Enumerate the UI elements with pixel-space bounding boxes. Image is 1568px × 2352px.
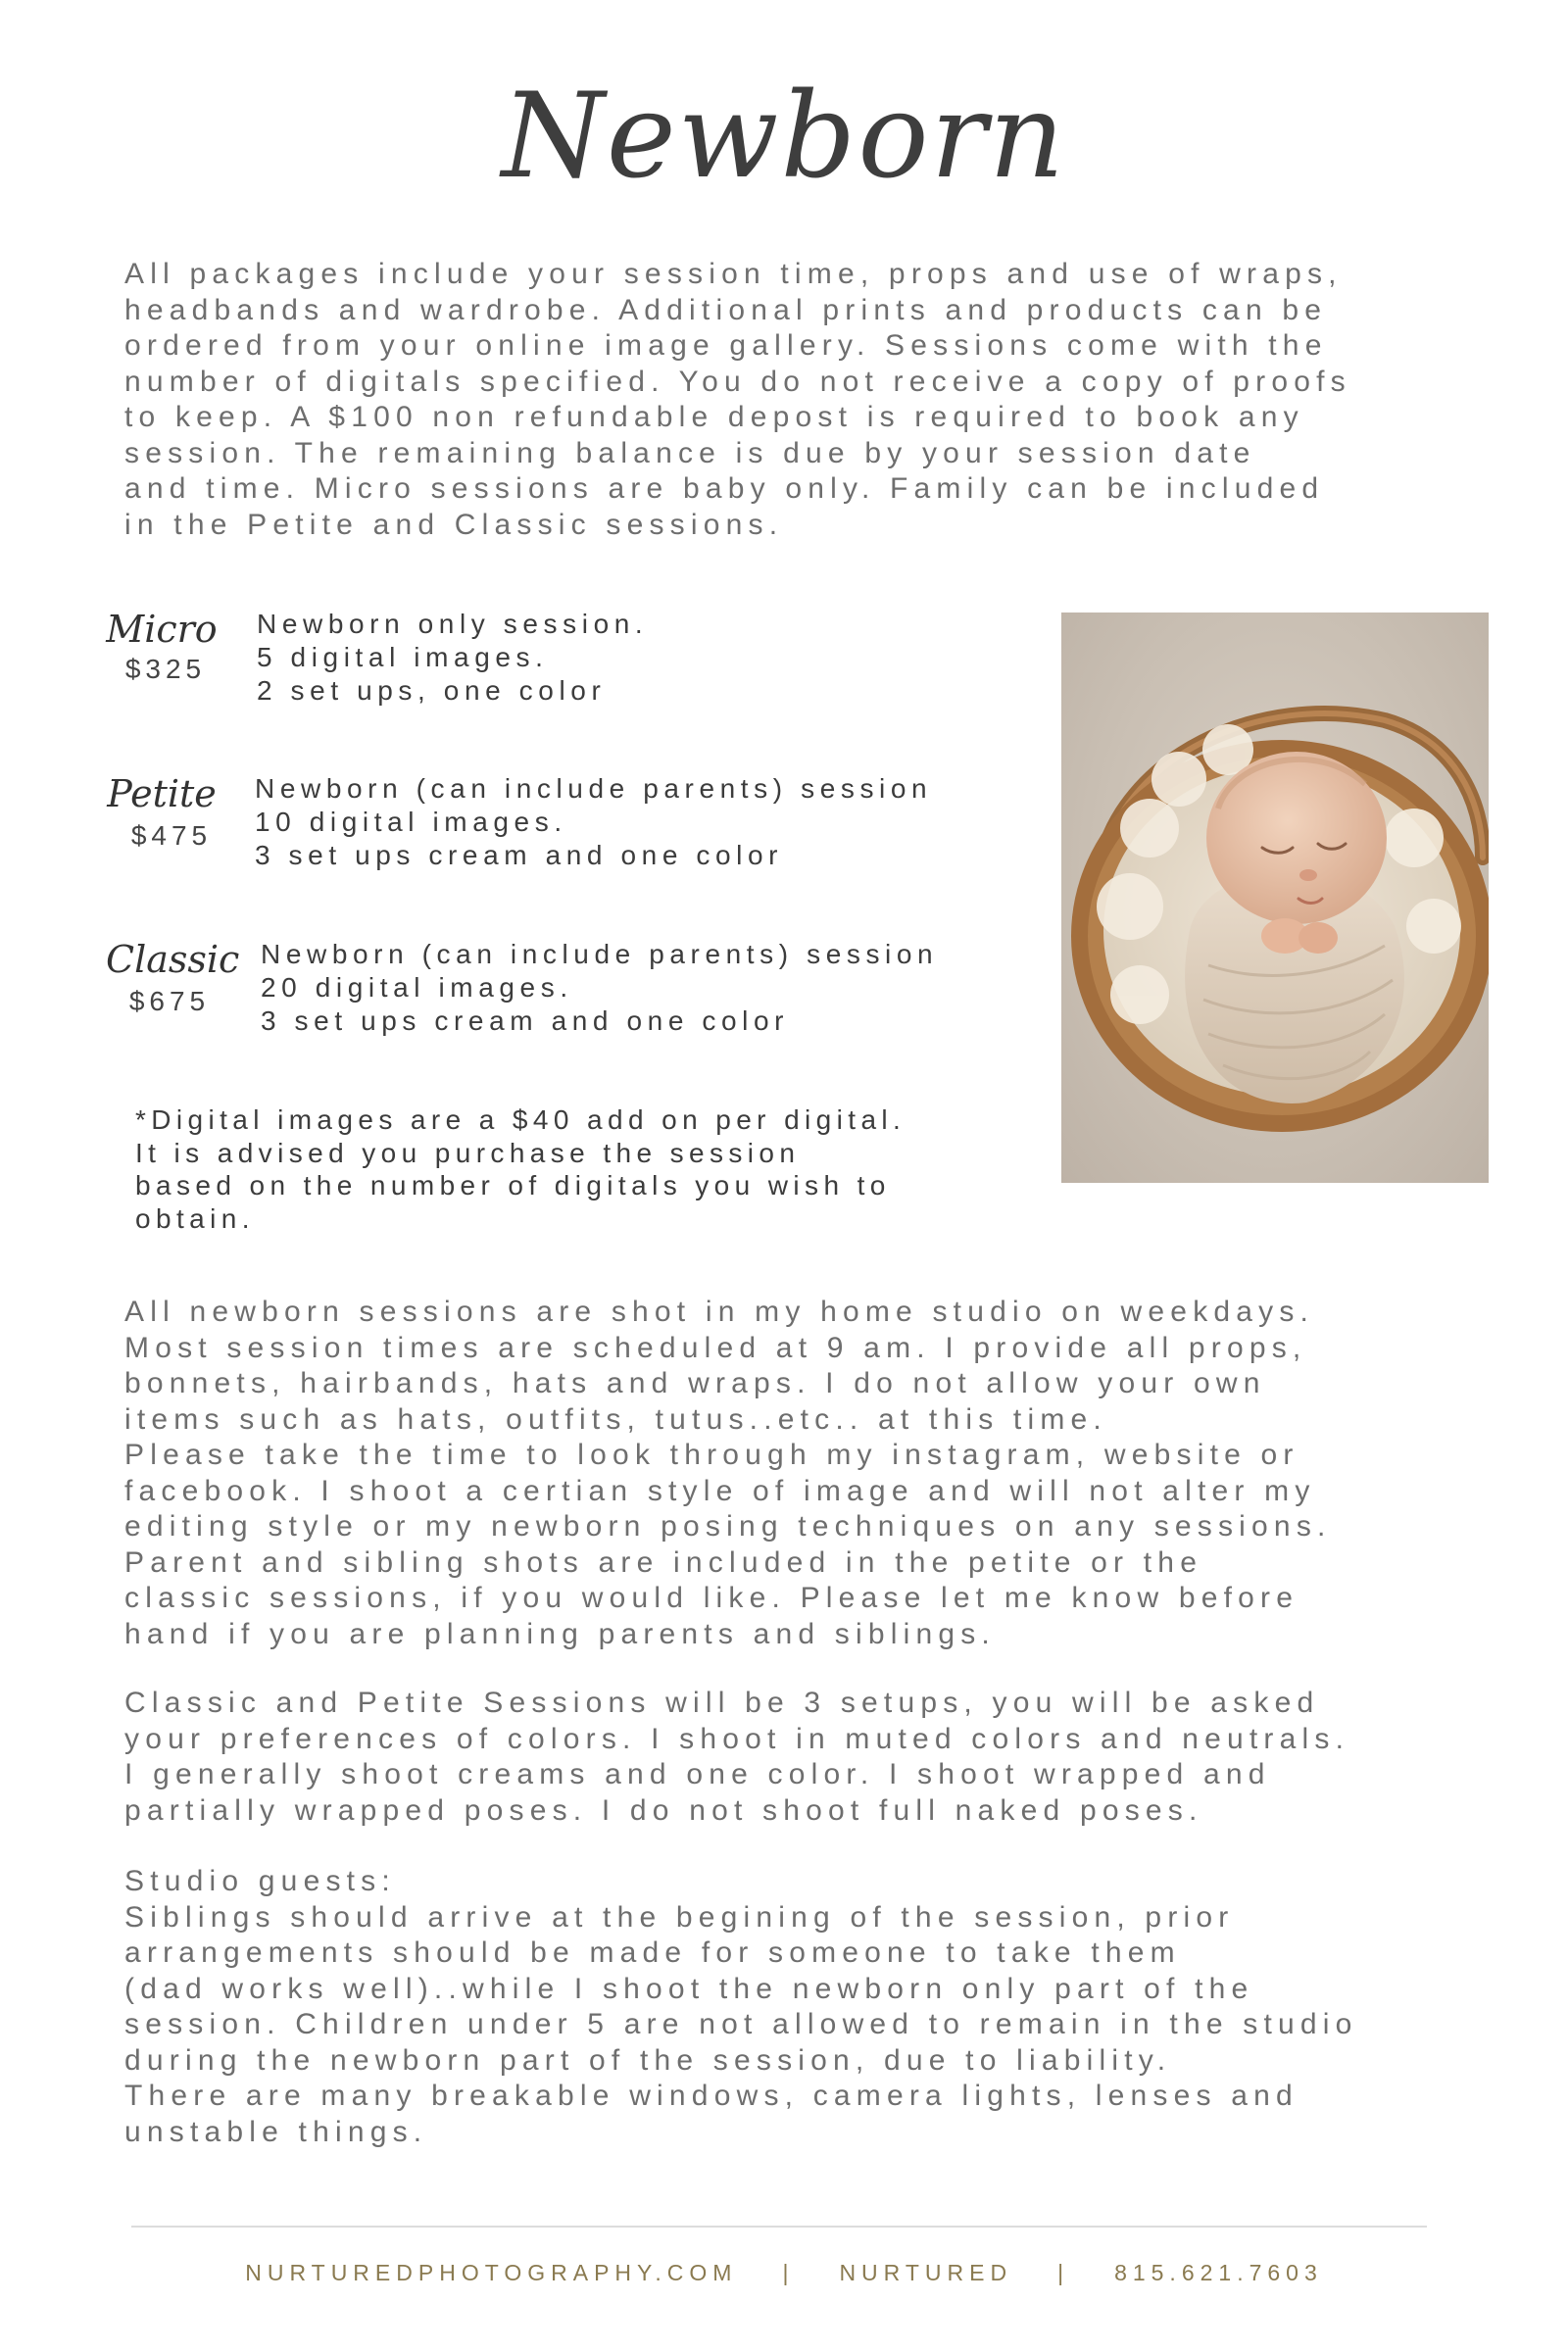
package-detail-line: 5 digital images. [257,642,549,672]
package-name: Micro [106,608,218,651]
footer-brand: NURTURED [839,2260,1013,2285]
package-name: Classic [106,938,240,981]
package-details [255,772,932,872]
package-name: Petite [107,772,217,815]
package-detail-line: 3 set ups cream and one color [255,840,784,870]
package-price: $475 [130,820,213,851]
intro-paragraph: All packages include your session time, props and use of wraps, headbands and wardrobe. Additional prints and products can be ordered from your online image gallery. Sessions come with the number of digitals specified. You do not receive a copy of proofs to keep. A $100 non refundable depost is required to book any session. The remaining balance is due by your session date and time. Micro sessions are baby only. Family can be included in the Petite and Classic sessions. [124,258,1351,541]
setups-paragraph: Classic and Petite Sessions will be 3 setups, you will be asked your preferences of colors. I shoot in muted colors and neutrals. I generally shoot creams and one color. I shoot wrapped and partially wrapped poses. I do not shoot full naked poses. [124,1687,1350,1827]
package-detail-line: Newborn (can include parents) session [261,939,939,969]
footer-separator: | [782,2260,795,2285]
footer-phone[interactable]: 815.621.7603 [1114,2260,1323,2285]
footer-website[interactable]: NURTUREDPHOTOGRAPHY.COM [245,2260,738,2285]
package-detail-line: 10 digital images. [255,807,567,837]
studio-guests-paragraph: Studio guests: Siblings should arrive at the begining of the session, prior arrangements should be made for someone to take them (dad works well)..while I shoot the newborn only part of the session. Children under 5 are not allowed to remain in the studio during the newborn part of the session, due to liability. There are many breakable windows, camera lights, lenses and unstable things. [124,1865,1358,2148]
package-detail-line: 20 digital images. [261,972,573,1003]
package-price: $325 [124,654,207,684]
footer [0,2258,1568,2287]
footer-divider [131,2226,1427,2228]
newborn-photo [1061,612,1489,1183]
package-detail-line: 2 set ups, one color [257,675,607,706]
digital-footnote: *Digital images are a $40 add on per digital. It is advised you purchase the session based on the number of digitals you wish to obtain. [135,1104,906,1234]
studio-info-paragraph: All newborn sessions are shot in my home studio on weekdays. Most session times are scheduled at 9 am. I provide all props, bonnets, hairbands, hats and wraps. I do not allow your own items such as hats, outfits, tutus..etc.. at this time. Please take the time to look through my instagram, website or facebook. I shoot a certian style of image and will not alter my editing style or my newborn posing techniques on any sessions. Parent and sibling shots are included in the petite or the classic sessions, if you would like. Please let me know before hand if you are planning parents and siblings. [124,1296,1332,1650]
package-detail-line: Newborn only session. [257,609,649,639]
footer-separator: | [1057,2260,1070,2285]
newborn-basket-illustration [1061,612,1489,1183]
package-details [261,938,938,1038]
package-details [257,608,648,708]
package-price: $675 [128,986,211,1016]
package-detail-line: 3 set ups cream and one color [261,1005,790,1036]
package-detail-line: Newborn (can include parents) session [255,773,933,804]
page-title: Newborn [501,69,1067,205]
